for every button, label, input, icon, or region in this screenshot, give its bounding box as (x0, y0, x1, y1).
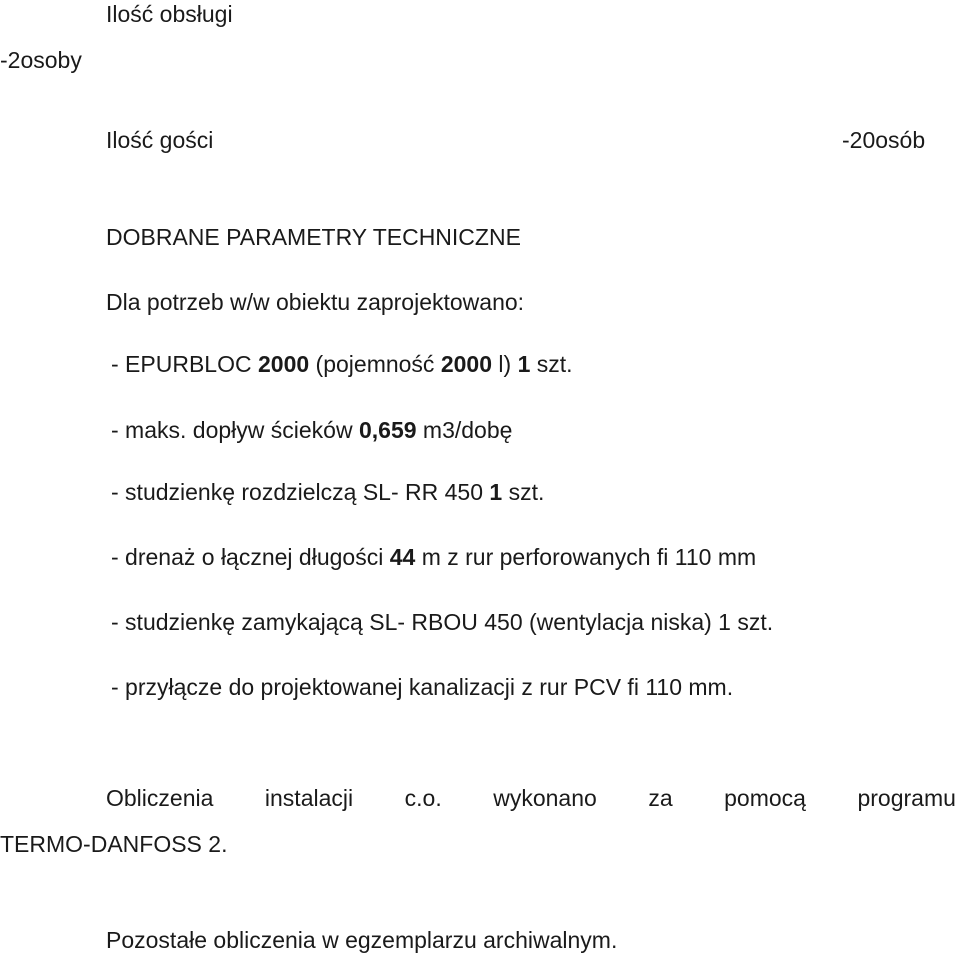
staff-value: -2osoby (0, 47, 82, 73)
item-connection: - przyłącze do projektowanej kanalizacji z rur PCV fi 110 mm. (111, 674, 734, 700)
guests-label: Ilość gości (106, 127, 214, 153)
item-closing-well: - studzienkę zamykającą SL- RBOU 450 (wentylacja niska) 1 szt. (111, 609, 774, 635)
item-drainage: - drenaż o łącznej długości 44 m z rur perforowanych fi 110 mm (111, 544, 757, 570)
staff-label: Ilość obsługi (106, 1, 233, 27)
other-calcs: Pozostałe obliczenia w egzemplarzu archiwalnym. (106, 927, 618, 953)
section-heading: DOBRANE PARAMETRY TECHNICZNE (106, 224, 521, 250)
calc-line-1: Obliczenia instalacji c.o. wykonano za pomocą programu (106, 785, 956, 811)
item-epurbloc: - EPURBLOC 2000 (pojemność 2000 l) 1 szt. (111, 351, 573, 377)
guests-value: -20osób (842, 127, 926, 153)
item-distribution-well: - studzienkę rozdzielczą SL- RR 450 1 szt. (111, 479, 545, 505)
item-max-inflow: - maks. dopływ ścieków 0,659 m3/dobę (111, 417, 513, 443)
calc-line-2: TERMO-DANFOSS 2. (0, 831, 228, 857)
intro-text: Dla potrzeb w/w obiektu zaprojektowano: (106, 289, 525, 315)
